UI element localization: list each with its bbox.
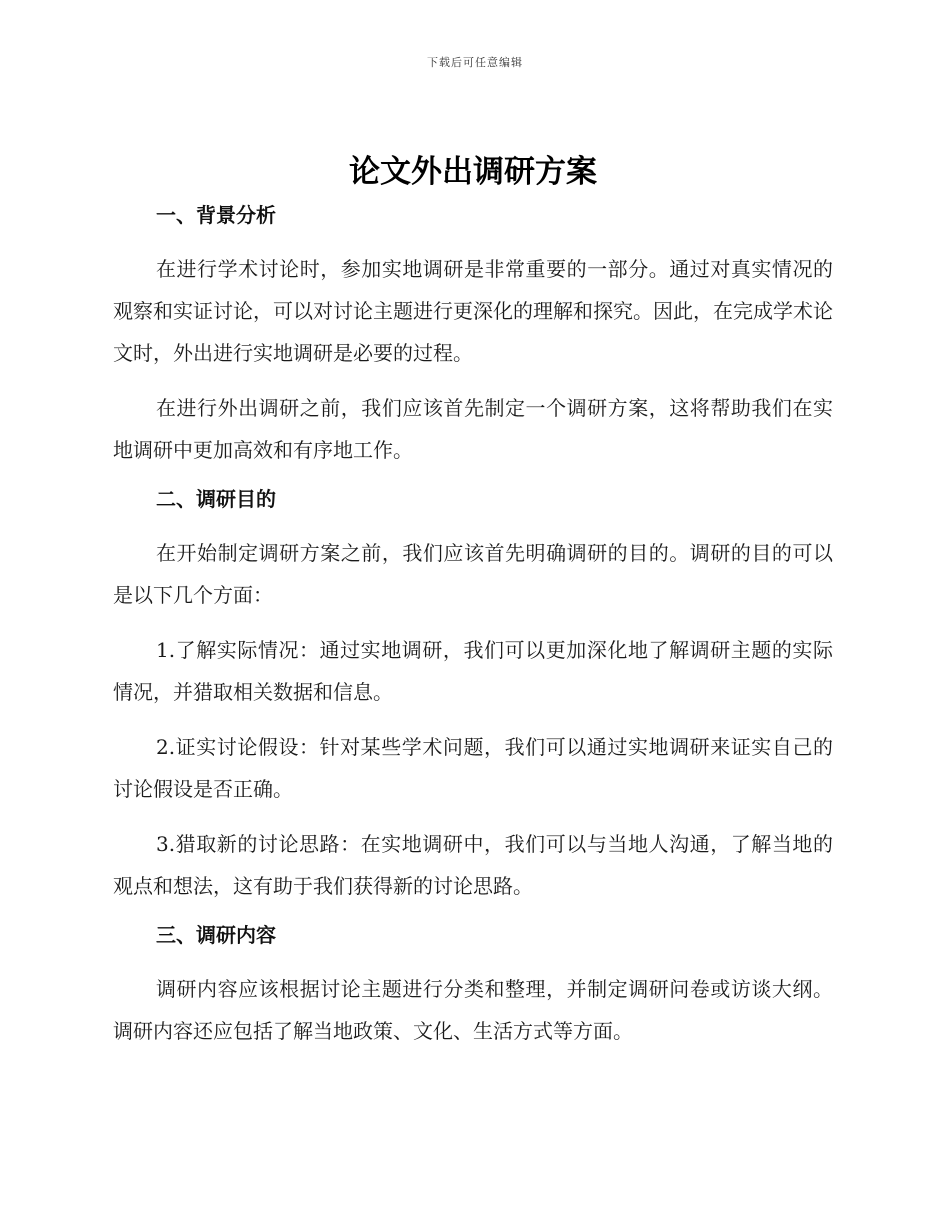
paragraph: 在开始制定调研方案之前，我们应该首先明确调研的目的。调研的目的可以是以下几个方面：: [113, 541, 833, 607]
section-background: [113, 200, 833, 471]
section-heading: 三、调研内容: [156, 923, 276, 947]
paragraph: 在进行外出调研之前，我们应该首先制定一个调研方案，这将帮助我们在实地调研中更加高效和有序地工作。: [113, 396, 833, 462]
document-body: [113, 148, 833, 1065]
section-purpose: [113, 484, 833, 907]
section-heading: 二、调研目的: [156, 487, 276, 511]
list-item: 1.了解实际情况：通过实地调研，我们可以更加深化地了解调研主题的实际情况，并猎取相关数据和信息。: [113, 638, 833, 704]
paragraph: 调研内容应该根据讨论主题进行分类和整理，并制定调研问卷或访谈大纲。调研内容还应包括了解当地政策、文化、生活方式等方面。: [113, 977, 833, 1043]
list-item: 3.猎取新的讨论思路：在实地调研中，我们可以与当地人沟通，了解当地的观点和想法，这有助于我们获得新的讨论思路。: [113, 832, 833, 898]
header-note: 下载后可任意编辑: [427, 56, 523, 69]
section-content: [113, 920, 833, 1052]
section-heading: 一、背景分析: [156, 203, 276, 227]
list-item: 2.证实讨论假设：针对某些学术问题，我们可以通过实地调研来证实自己的讨论假设是否正确。: [113, 735, 833, 801]
document-title: 论文外出调研方案: [349, 154, 597, 190]
paragraph: 在进行学术讨论时，参加实地调研是非常重要的一部分。通过对真实情况的观察和实证讨论，可以对讨论主题进行更深化的理解和探究。因此，在完成学术论文时，外出进行实地调研是必要的过程。: [113, 257, 833, 365]
